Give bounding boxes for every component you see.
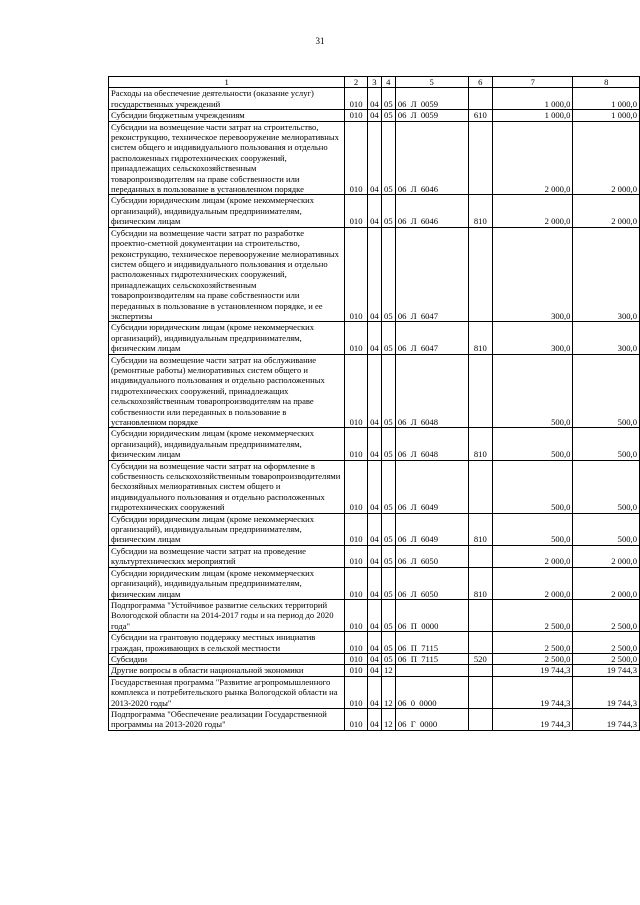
code-target: 06 Л 6048	[395, 428, 468, 460]
code-ministry: 010	[345, 195, 368, 227]
code-subsection: 05	[381, 460, 395, 513]
header-cell: 2	[345, 77, 368, 88]
code-section: 04	[367, 676, 381, 708]
table-row	[109, 88, 640, 110]
code-expense-type: 810	[468, 428, 492, 460]
table-row	[109, 567, 640, 599]
amount-col7: 2 500,0	[493, 632, 573, 654]
code-section: 04	[367, 195, 381, 227]
table-row	[109, 632, 640, 654]
code-target: 06 0 0000	[395, 676, 468, 708]
code-target: 06 Л 6050	[395, 567, 468, 599]
amount-col8: 2 500,0	[573, 653, 640, 664]
code-ministry: 010	[345, 460, 368, 513]
amount-col8: 500,0	[573, 460, 640, 513]
header-cell: 4	[381, 77, 395, 88]
code-ministry: 010	[345, 121, 368, 195]
code-target: 06 Л 6049	[395, 513, 468, 545]
code-expense-type	[468, 665, 492, 676]
code-subsection: 05	[381, 322, 395, 354]
code-target: 06 Л 6046	[395, 195, 468, 227]
code-section: 04	[367, 110, 381, 121]
code-section: 04	[367, 428, 381, 460]
code-subsection: 05	[381, 632, 395, 654]
code-section: 04	[367, 653, 381, 664]
amount-col8: 2 000,0	[573, 195, 640, 227]
amount-col7: 19 744,3	[493, 665, 573, 676]
code-subsection: 05	[381, 227, 395, 322]
code-section: 04	[367, 599, 381, 631]
table-row	[109, 460, 640, 513]
code-subsection: 05	[381, 567, 395, 599]
code-section: 04	[367, 227, 381, 322]
code-subsection: 12	[381, 708, 395, 730]
code-ministry: 010	[345, 676, 368, 708]
code-ministry: 010	[345, 567, 368, 599]
code-subsection: 05	[381, 513, 395, 545]
item-name: Субсидии на грантовую поддержку местных инициатив граждан, проживающих в сельской местности	[109, 632, 345, 654]
amount-col8: 2 000,0	[573, 545, 640, 567]
item-name: Субсидии юридическим лицам (кроме некоммерческих организаций), индивидуальным предпринимателям, физическим лицам	[109, 428, 345, 460]
code-expense-type: 520	[468, 653, 492, 664]
amount-col8: 2 500,0	[573, 599, 640, 631]
code-ministry: 010	[345, 322, 368, 354]
code-section: 04	[367, 567, 381, 599]
amount-col8: 2 000,0	[573, 567, 640, 599]
table-row	[109, 195, 640, 227]
amount-col7: 2 000,0	[493, 567, 573, 599]
item-name: Субсидии бюджетным учреждениям	[109, 110, 345, 121]
header-row	[109, 77, 640, 88]
code-ministry: 010	[345, 88, 368, 110]
item-name: Субсидии юридическим лицам (кроме некоммерческих организаций), индивидуальным предпринимателям, физическим лицам	[109, 195, 345, 227]
item-name: Субсидии на возмещение части затрат на проведение культуртехнических мероприятий	[109, 545, 345, 567]
amount-col7: 2 000,0	[493, 121, 573, 195]
code-target: 06 Л 6050	[395, 545, 468, 567]
table-row	[109, 708, 640, 730]
header-cell: 5	[395, 77, 468, 88]
amount-col7: 500,0	[493, 513, 573, 545]
code-section: 04	[367, 121, 381, 195]
amount-col8: 500,0	[573, 428, 640, 460]
code-target: 06 Л 6047	[395, 227, 468, 322]
amount-col7: 1 000,0	[493, 110, 573, 121]
code-expense-type: 610	[468, 110, 492, 121]
table-row	[109, 676, 640, 708]
code-target: 06 Л 6047	[395, 322, 468, 354]
header-cell: 8	[573, 77, 640, 88]
amount-col8: 500,0	[573, 513, 640, 545]
amount-col8: 19 744,3	[573, 665, 640, 676]
code-ministry: 010	[345, 227, 368, 322]
code-section: 04	[367, 460, 381, 513]
amount-col7: 19 744,3	[493, 676, 573, 708]
amount-col8: 2 000,0	[573, 121, 640, 195]
code-ministry: 010	[345, 354, 368, 428]
code-subsection: 05	[381, 88, 395, 110]
code-ministry: 010	[345, 653, 368, 664]
code-expense-type: 810	[468, 567, 492, 599]
code-expense-type: 810	[468, 322, 492, 354]
header-cell: 7	[493, 77, 573, 88]
code-ministry: 010	[345, 428, 368, 460]
header-cell: 3	[367, 77, 381, 88]
code-ministry: 010	[345, 513, 368, 545]
item-name: Подпрограмма "Устойчивое развитие сельских территорий Вологодской области на 2014-2017 годы и на период до 2020 года"	[109, 599, 345, 631]
table-row	[109, 599, 640, 631]
code-ministry: 010	[345, 599, 368, 631]
code-ministry: 010	[345, 665, 368, 676]
amount-col7: 2 000,0	[493, 545, 573, 567]
item-name: Субсидии на возмещение части затрат на обслуживание (ремонтные работы) мелиоративных систем общего и индивидуального пользования и отдельно расположенных гидротехнических сооружений, принадлежащих сельскохозяйственным товаропроизводителям на праве собственности или переданных в пользование в установленном порядке	[109, 354, 345, 428]
code-subsection: 05	[381, 354, 395, 428]
amount-col7: 2 000,0	[493, 195, 573, 227]
amount-col7: 2 500,0	[493, 653, 573, 664]
amount-col7: 2 500,0	[493, 599, 573, 631]
code-expense-type	[468, 545, 492, 567]
item-name: Субсидии на возмещение части затрат на строительство, реконструкцию, техническое перевооружение мелиоративных систем общего и индивидуального пользования и отдельно расположенных гидротехнических сооружений, принадлежащих сельскохозяйственным товаропроизводителям на праве собственности или переданных в пользование в установленном порядке	[109, 121, 345, 195]
header-cell: 1	[109, 77, 345, 88]
table-row	[109, 227, 640, 322]
table-row	[109, 513, 640, 545]
item-name: Государственная программа "Развитие агропромышленного комплекса и потребительского рынка Вологодской области на 2013-2020 годы"	[109, 676, 345, 708]
amount-col8: 19 744,3	[573, 708, 640, 730]
amount-col8: 1 000,0	[573, 88, 640, 110]
code-expense-type	[468, 121, 492, 195]
code-subsection: 05	[381, 121, 395, 195]
code-subsection: 05	[381, 195, 395, 227]
code-expense-type	[468, 88, 492, 110]
table-row	[109, 121, 640, 195]
code-section: 04	[367, 708, 381, 730]
code-section: 04	[367, 322, 381, 354]
code-subsection: 05	[381, 545, 395, 567]
amount-col7: 500,0	[493, 460, 573, 513]
code-ministry: 010	[345, 545, 368, 567]
code-expense-type	[468, 708, 492, 730]
code-subsection: 05	[381, 599, 395, 631]
table-row	[109, 322, 640, 354]
code-expense-type	[468, 354, 492, 428]
code-target: 06 П 7115	[395, 632, 468, 654]
code-target: 06 Л 6048	[395, 354, 468, 428]
amount-col8: 19 744,3	[573, 676, 640, 708]
item-name: Субсидии юридическим лицам (кроме некоммерческих организаций), индивидуальным предпринимателям, физическим лицам	[109, 567, 345, 599]
table-row	[109, 354, 640, 428]
code-section: 04	[367, 665, 381, 676]
code-expense-type	[468, 460, 492, 513]
item-name: Расходы на обеспечение деятельности (оказание услуг) государственных учреждений	[109, 88, 345, 110]
amount-col8: 2 500,0	[573, 632, 640, 654]
table-row	[109, 665, 640, 676]
table-row	[109, 653, 640, 664]
code-expense-type	[468, 676, 492, 708]
code-subsection: 12	[381, 676, 395, 708]
header-cell: 6	[468, 77, 492, 88]
code-target: 06 Л 0059	[395, 88, 468, 110]
table-row	[109, 428, 640, 460]
table-row	[109, 110, 640, 121]
amount-col8: 1 000,0	[573, 110, 640, 121]
code-target: 06 П 7115	[395, 653, 468, 664]
table-row	[109, 545, 640, 567]
amount-col7: 19 744,3	[493, 708, 573, 730]
amount-col7: 1 000,0	[493, 88, 573, 110]
item-name: Субсидии юридическим лицам (кроме некоммерческих организаций), индивидуальным предпринимателям, физическим лицам	[109, 322, 345, 354]
code-target: 06 П 0000	[395, 599, 468, 631]
code-target: 06 Л 6049	[395, 460, 468, 513]
code-section: 04	[367, 545, 381, 567]
code-subsection: 05	[381, 428, 395, 460]
amount-col8: 500,0	[573, 354, 640, 428]
code-expense-type	[468, 632, 492, 654]
amount-col7: 500,0	[493, 428, 573, 460]
code-section: 04	[367, 88, 381, 110]
item-name: Субсидии	[109, 653, 345, 664]
code-expense-type	[468, 599, 492, 631]
code-section: 04	[367, 354, 381, 428]
item-name: Субсидии на возмещение части затрат по разработке проектно-сметной документации на строительство, реконструкцию, техническое перевооружение мелиоративных систем общего и индивидуального пользования и отдельно расположенных гидротехнических сооружений, принадлежащих сельскохозяйственным товаропроизводителям на праве собственности или переданных в пользование в установленном порядке, и ее экспертизы	[109, 227, 345, 322]
page-number: 31	[315, 36, 325, 46]
code-ministry: 010	[345, 708, 368, 730]
code-subsection: 05	[381, 653, 395, 664]
code-subsection: 05	[381, 110, 395, 121]
code-subsection: 12	[381, 665, 395, 676]
code-expense-type: 810	[468, 513, 492, 545]
amount-col7: 500,0	[493, 354, 573, 428]
code-section: 04	[367, 513, 381, 545]
code-section: 04	[367, 632, 381, 654]
code-ministry: 010	[345, 632, 368, 654]
item-name: Подпрограмма "Обеспечение реализации Государственной программы на 2013-2020 годы"	[109, 708, 345, 730]
code-ministry: 010	[345, 110, 368, 121]
item-name: Субсидии юридическим лицам (кроме некоммерческих организаций), индивидуальным предпринимателям, физическим лицам	[109, 513, 345, 545]
code-target: 06 Л 6046	[395, 121, 468, 195]
budget-table	[108, 76, 640, 731]
amount-col7: 300,0	[493, 227, 573, 322]
code-expense-type	[468, 227, 492, 322]
code-target: 06 Л 0059	[395, 110, 468, 121]
code-target	[395, 665, 468, 676]
code-expense-type: 810	[468, 195, 492, 227]
item-name: Субсидии на возмещение части затрат на оформление в собственность сельскохозяйственным товаропроизводителями бесхозяйных мелиоративных систем общего и индивидуального пользования и отдельно расположенных гидротехнических сооружений	[109, 460, 345, 513]
amount-col8: 300,0	[573, 227, 640, 322]
amount-col8: 300,0	[573, 322, 640, 354]
code-target: 06 Г 0000	[395, 708, 468, 730]
item-name: Другие вопросы в области национальной экономики	[109, 665, 345, 676]
amount-col7: 300,0	[493, 322, 573, 354]
